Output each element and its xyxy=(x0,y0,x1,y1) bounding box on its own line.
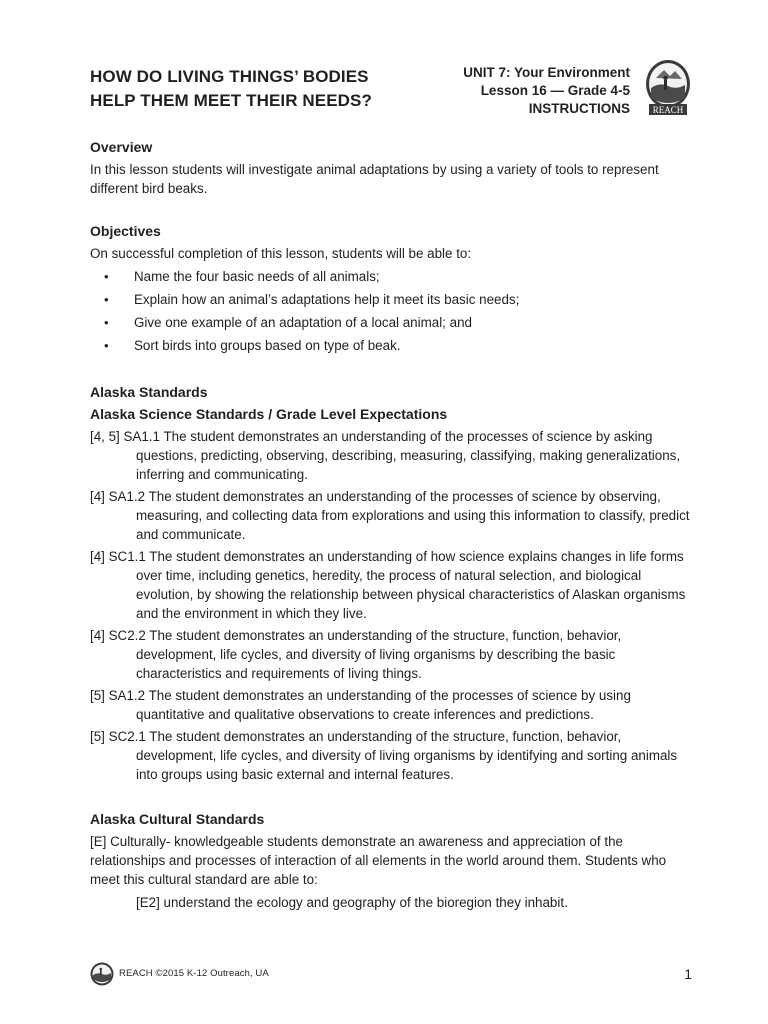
title-line-2: HELP THEM MEET THEIR NEEDS? xyxy=(90,91,372,110)
logo-text: REACH xyxy=(652,105,684,115)
unit-info xyxy=(370,64,630,118)
list-item: • Name the four basic needs of all animals; xyxy=(104,269,380,284)
cultural-standards-heading: Alaska Cultural Standards xyxy=(90,811,265,827)
standard-item: [5] SA1.2 The student demonstrates an understanding of the processes of science by using quantitative and qualitative observations to create inferences and predictions. xyxy=(90,688,631,722)
title-line-1: HOW DO LIVING THINGS’ BODIES xyxy=(90,67,369,86)
list-item: • Explain how an animal’s adaptations help it meet its basic needs; xyxy=(104,292,520,307)
standard-item: [4, 5] SA1.1 The student demonstrates an understanding of the processes of science by asking questions, predicting, observing, describing, measuring, classifying, making generalizations, inferring and communicating. xyxy=(90,429,681,482)
cultural-standard-e2: [E2] understand the ecology and geography of the bioregion they inhabit. xyxy=(136,895,568,910)
overview-heading: Overview xyxy=(90,139,153,155)
objectives-list xyxy=(90,265,696,357)
page-number: 1 xyxy=(684,966,692,982)
lesson-label: Lesson 16 — Grade 4-5 xyxy=(480,83,630,98)
objectives-heading: Objectives xyxy=(90,223,161,239)
science-standards-subheading: Alaska Science Standards / Grade Level Expectations xyxy=(90,406,448,422)
standard-item: [4] SA1.2 The student demonstrates an understanding of the processes of science by observing, measuring, and collecting data from explorations and using this information to classify, predict and communicate. xyxy=(90,489,690,542)
list-item: • Give one example of an adaptation of a local animal; and xyxy=(104,315,472,330)
reach-small-seal-icon xyxy=(90,962,114,986)
reach-seal-icon xyxy=(644,58,692,118)
overview-text: In this lesson students will investigate animal adaptations by using a variety of tools to represent different bird beaks. xyxy=(90,162,659,196)
footer-credit: REACH ©2015 K-12 Outreach, UA xyxy=(119,968,269,979)
main-content xyxy=(90,136,696,912)
standard-item: [5] SC2.1 The student demonstrates an understanding of the structure, function, behavior, development, life cycles, and diversity of living organisms by identifying and sorting animals into groups using basic external and internal features. xyxy=(90,729,678,782)
standard-item: [4] SC2.2 The student demonstrates an understanding of the structure, function, behavior, development, life cycles, and diversity of living organisms by describing the basic characteristics and requirements of living things. xyxy=(90,628,622,681)
cultural-standard-text: [E] Culturally- knowledgeable students demonstrate an awareness and appreciation of the relationships and processes of interaction of all elements in the world around them. Students who meet this cultural standard are able to: xyxy=(90,834,667,887)
doc-type-label: INSTRUCTIONS xyxy=(528,101,630,116)
standards-heading: Alaska Standards xyxy=(90,384,208,400)
standard-item: [4] SC1.1 The student demonstrates an understanding of how science explains changes in life forms over time, including genetics, heredity, the process of natural selection, and biological evolution, by showing the relationship between physical characteristics of Alaskan organisms and the environment in which they live. xyxy=(90,549,686,621)
list-item: • Sort birds into groups based on type of beak. xyxy=(104,338,401,353)
objectives-intro: On successful completion of this lesson, students will be able to: xyxy=(90,246,472,261)
unit-label: UNIT 7: Your Environment xyxy=(463,65,630,80)
